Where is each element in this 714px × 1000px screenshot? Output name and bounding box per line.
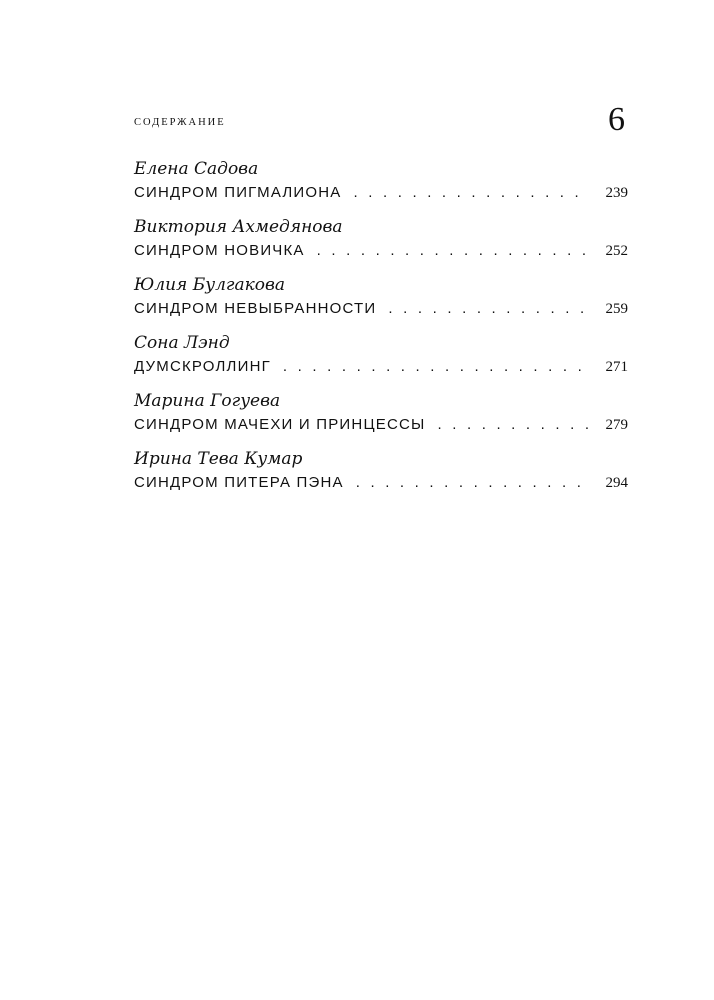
toc-page-ref: 294	[605, 475, 628, 491]
toc-author: Елена Садова	[134, 159, 259, 179]
toc-title-line	[134, 472, 628, 494]
toc-author: Ирина Тева Кумар	[134, 449, 303, 469]
dot-leader	[438, 414, 591, 436]
toc-entry	[134, 332, 628, 390]
toc-title-line	[134, 414, 628, 436]
toc-title: СИНДРОМ МАЧЕХИ И ПРИНЦЕССЫ	[134, 416, 426, 433]
toc-page-ref: 252	[605, 243, 628, 259]
toc-page-ref: 279	[605, 417, 628, 433]
toc-entry	[134, 390, 628, 448]
toc-title-line	[134, 182, 628, 204]
toc-entry	[134, 216, 628, 274]
page-number: 6	[608, 101, 625, 138]
toc-title: ДУМСКРОЛЛИНГ	[134, 358, 271, 375]
toc-page-ref: 271	[605, 359, 628, 375]
toc-title: СИНДРОМ НЕВЫБРАННОСТИ	[134, 300, 377, 317]
dot-leader	[283, 356, 590, 378]
toc-page-ref: 259	[605, 301, 628, 317]
dot-leader	[356, 472, 590, 494]
toc-title: СИНДРОМ ПИГМАЛИОНА	[134, 184, 342, 201]
toc-title-line	[134, 298, 628, 320]
toc-title-line	[134, 240, 628, 262]
toc-author: Виктория Ахмедянова	[134, 217, 343, 237]
dot-leader	[317, 240, 590, 262]
toc-title: СИНДРОМ ПИТЕРА ПЭНА	[134, 474, 344, 491]
toc-title-line	[134, 356, 628, 378]
table-of-contents	[134, 158, 628, 506]
toc-entry	[134, 158, 628, 216]
dot-leader	[388, 298, 590, 320]
dot-leader	[354, 182, 590, 204]
toc-author: Марина Гогуева	[134, 391, 281, 411]
toc-entry	[134, 448, 628, 506]
toc-author: Юлия Булгакова	[134, 275, 286, 295]
toc-entry	[134, 274, 628, 332]
toc-page-ref: 239	[605, 185, 628, 201]
toc-title: СИНДРОМ НОВИЧКА	[134, 242, 305, 259]
running-head: СОДЕРЖАНИЕ	[134, 117, 226, 128]
toc-author: Сона Лэнд	[134, 333, 230, 353]
